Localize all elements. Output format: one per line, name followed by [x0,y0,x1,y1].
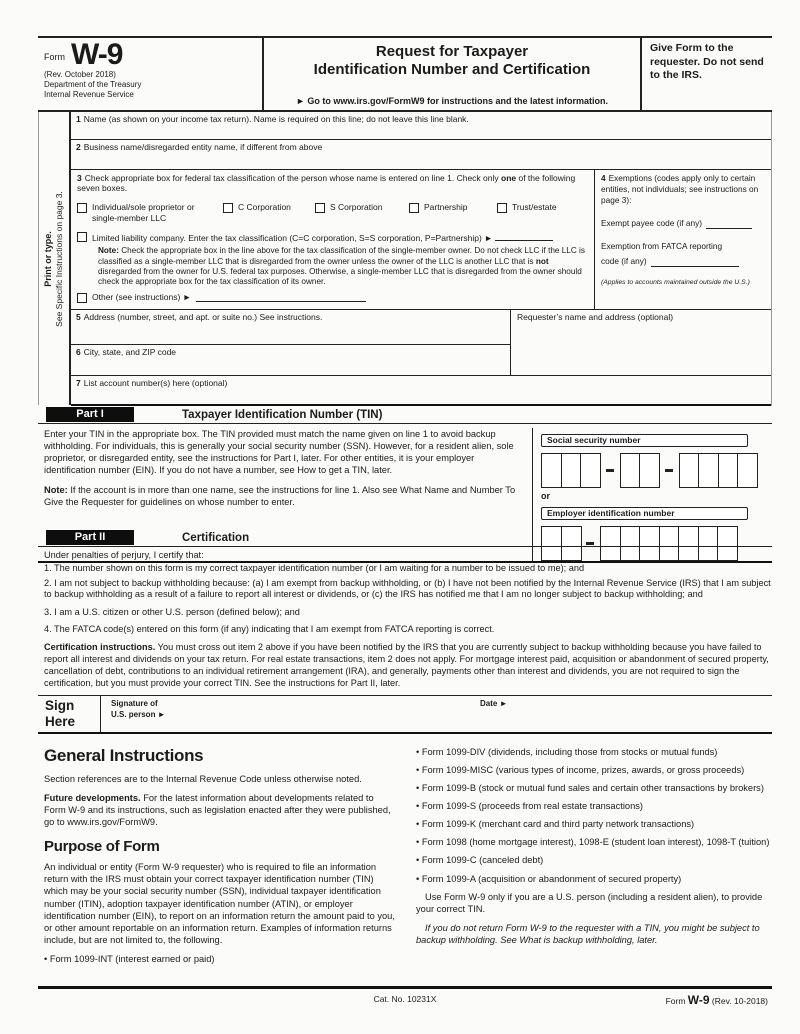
line6-city-row [71,345,510,375]
part2-chip: Part II [46,530,134,545]
line4-exemptions-area [595,170,771,309]
business-name-input[interactable] [76,155,766,167]
part1-bar [38,407,772,424]
bullet-1099-k: • Form 1099-K (merchant card and third party network transactions) [416,819,695,830]
llc-label: Limited liability company. Enter the tax classification (C=C corporation, S=S corporation, P=Partnership) ► [92,231,553,243]
s-corporation-label: S Corporation [330,202,383,212]
part2-title: Certification [182,531,250,544]
line1-name-row [71,112,771,140]
certification-item-3: 3. I am a U.S. citizen or other U.S. person (defined below); and [44,607,300,618]
form-id-block [38,38,264,110]
ssn-digit-9[interactable] [737,453,758,488]
other-label: Other (see instructions) ► [92,292,192,303]
form-footer [38,986,772,1007]
part1-title: Taxpayer Identification Number (TIN) [182,408,383,421]
line1-number: 1 [76,114,81,124]
line3-label-a: Check appropriate box for federal tax classification of the person whose name is entered on line 1. Check only [84,173,501,183]
signature-area[interactable] [100,696,480,732]
bullet-1099-b: • Form 1099-B (stock or mutual fund sales and certain other transactions by brokers) [416,783,764,794]
other-checkbox[interactable] [77,293,87,303]
ssn-digit-6[interactable] [679,453,700,488]
line2-business-name-row [71,140,771,170]
line6-number: 6 [76,347,81,357]
individual-checkbox[interactable] [77,203,87,213]
exempt-payee-input[interactable] [706,219,752,229]
purpose-of-form-title: Purpose of Form [44,838,160,856]
fatca-label-line2: code (if any) [601,255,647,266]
line3-label-one: one [501,173,517,183]
line2-number: 2 [76,142,81,152]
partnership-label: Partnership [424,202,468,212]
date-area[interactable] [480,696,507,732]
trust-estate-checkbox[interactable] [497,203,507,213]
give-form-note: Give Form to the requester. Do not send to the IRS. [650,42,764,82]
ssn-digit-4[interactable] [620,453,641,488]
general-instructions [44,746,772,971]
form-word: Form [44,52,65,62]
form-revision: (Rev. October 2018) [44,70,116,79]
instructions-right-column [416,746,772,971]
form-title-line2: Identification Number and Certification [313,61,591,78]
future-developments-paragraph: Future developments. For the latest information about developments related to Form W-9 and its instructions, such as legislation enacted after they were published, go to www.irs.gov/FormW9. [44,793,391,828]
section-references-paragraph: Section references are to the Internal Revenue Code unless otherwise noted. [44,774,362,784]
signature-label-line1: Signature of [111,699,158,709]
requester-area[interactable] [511,310,771,375]
fatca-note: (Applies to accounts maintained outside the U.S.) [601,278,750,286]
line5-6-rows [71,310,771,376]
bullet-1099-c: • Form 1099-C (canceled debt) [416,855,544,866]
department-line1: Department of the Treasury [44,80,142,89]
ssn-digit-7[interactable] [698,453,719,488]
ssn-digit-2[interactable] [561,453,582,488]
line7-account-row [71,376,771,406]
line1-label: Name (as shown on your income tax return). Name is required on this line; do not leave this line blank. [83,114,469,124]
ssn-digit-1[interactable] [541,453,562,488]
sign-here-row [38,695,772,734]
line4-number: 4 [601,173,606,183]
see-specific-instructions-label: See Specific Instructions on page 3. [54,190,65,327]
purpose-paragraph: An individual or entity (Form W-9 requester) who is required to file an information return with the IRS must obtain your correct taxpayer identification number (TIN) which may be your social security number (SSN), individual taxpayer identification number (ITIN), adoption taxpayer identification number (ATIN), or employer identification number (EIN), to report on an information return the amount paid to you, or other amount reportable on an information return. Examples of information returns include, but are not limited to, the following. [44,862,395,945]
bullet-1099-div: • Form 1099-DIV (dividends, including those from stocks or mutual funds) [416,747,718,757]
line7-label: List account number(s) here (optional) [83,378,228,388]
account-numbers-input[interactable] [76,390,766,402]
certification-item-1: 1. The number shown on this form is my correct taxpayer identification number (or I am waiting for a number to be issued to me); and [44,563,585,573]
individual-label: Individual/sole proprietor or single-member LLC [92,202,195,223]
exempt-payee-label: Exempt payee code (if any) [601,218,702,229]
print-or-type-label: Print or type. [43,230,54,287]
form-fields [71,112,772,406]
part1-chip: Part I [46,407,134,422]
no-return-paragraph: If you do not return Form W-9 to the requester with a TIN, you might be subject to backup withholding. See What is backup withholding, later. [416,922,760,945]
ssn-label: Social security number [541,434,748,447]
ssn-input-row [541,453,772,488]
certification-item-4: 4. The FATCA code(s) entered on this form (if any) indicating that I am exempt from FATCA reporting is correct. [44,623,495,634]
ein-label: Employer identification number [541,507,748,520]
part1-note: Note: If the account is in more than one name, see the instructions for line 1. Also see What Name and Number To Give the Requester for guidelines on whose number to enter. [44,485,516,508]
fatca-code-input[interactable] [651,257,739,267]
certification-item-2: 2. I am not subject to backup withholding because: (a) I am exempt from backup withholding, or (b) I have not been notified by the Internal Revenue Service (IRS) that I am subject to backup withholding as a result of a failure to report all interest or dividends, or (c) the IRS has notified me that I am no longer subject to backup withholding; and [44,577,771,600]
date-label: Date ► [480,699,508,709]
bullet-1099-a: • Form 1099-A (acquisition or abandonment of secured property) [416,873,682,884]
line7-number: 7 [76,378,81,388]
sign-here-label: Sign Here [45,698,76,729]
bullet-1099-misc: • Form 1099-MISC (various types of income, prizes, awards, or gross proceeds) [416,765,745,776]
bullet-1098: • Form 1098 (home mortgage interest), 1098-E (student loan interest), 1098-T (tuition) [416,837,770,848]
department-line2: Internal Revenue Service [44,90,134,99]
requester-label: Requester’s name and address (optional) [517,312,674,322]
ssn-digit-5[interactable] [639,453,660,488]
llc-note: Note: Check the appropriate box in the line above for the tax classification of the single-member owner. Do not check LLC if the LLC is classified as a single-member LLC that is disregarded from the owner unless the owner of the LLC is another LLC that is not disregarded from the owner for U.S. federal tax purposes. Otherwise, a single-member LLC that is disregarded from the owner should check the appropriate box for the tax classification of its owner. [98,246,585,287]
form-reference: Form W-9 (Rev. 10-2018) [665,993,768,1007]
partnership-checkbox[interactable] [409,203,419,213]
line5-address-row [71,310,510,345]
form-title-block [264,38,642,110]
part2-section [38,530,772,734]
or-label: or [541,491,550,501]
ssn-digit-8[interactable] [718,453,739,488]
signature-label-line2: U.S. person ► [111,709,166,719]
line3-label-b: of the following seven boxes. [77,173,576,193]
classification-area [71,170,595,309]
form-title-line1: Request for Taxpayer [375,43,529,60]
form-header [38,36,772,112]
fatca-label-line1: Exemption from FATCA reporting [601,241,723,252]
llc-checkbox[interactable] [77,232,87,242]
bullet-1099-int: • Form 1099-INT (interest earned or paid) [44,953,215,964]
print-or-type-strip [38,112,71,405]
line3-classification-row [71,170,771,310]
line4-label: Exemptions (codes apply only to certain entities, not individuals; see instructions on page 3): [601,173,759,205]
line3-number: 3 [77,173,82,183]
line2-label: Business name/disregarded entity name, if different from above [83,142,323,152]
s-corporation-checkbox[interactable] [315,203,325,213]
instructions-left-column [44,746,396,971]
name-input[interactable] [76,125,766,137]
line5-label: Address (number, street, and apt. or suite no.) See instructions. [83,312,323,322]
form-number: W-9 [71,38,123,71]
general-instructions-title: General Instructions [44,746,204,765]
other-input[interactable] [196,292,366,302]
bullet-1099-s: • Form 1099-S (proceeds from real estate transactions) [416,801,643,812]
line6-label: City, state, and ZIP code [83,347,177,357]
c-corporation-checkbox[interactable] [223,203,233,213]
llc-classification-input[interactable] [495,231,553,241]
ssn-digit-3[interactable] [580,453,601,488]
certification-instructions: Certification instructions. You must cross out item 2 above if you have been notified by the IRS that you are currently subject to backup withholding because you have failed to report all interest and dividends on your tax return. For real estate transactions, item 2 does not apply. For mortgage interest paid, acquisition or abandonment of secured property, cancellation of debt, contributions to an individual retirement arrangement (IRA), and generally, payments other than interest and dividends, you are not required to sign the certification, but you must provide your correct TIN. See the instructions for Part II, later. [44,642,769,688]
trust-estate-label: Trust/estate [512,202,557,212]
ssn-dash-1 [606,469,614,472]
part1-paragraph: Enter your TIN in the appropriate box. The TIN provided must match the name given on line 1 to avoid backup withholding. For individuals, this is generally your social security number (SSN). However, for a resident alien, sole proprietor, or disregarded entity, see the instructions for Part I, later. For other entities, it is your employer identification number (EIN). If you do not have a number, see How to get a TIN, later. [44,429,514,476]
certification-intro: Under penalties of perjury, I certify that: [44,550,204,560]
ssn-dash-2 [665,469,673,472]
catalog-number: Cat. No. 10231X [373,994,437,1004]
use-w9-paragraph: Use Form W-9 only if you are a U.S. person (including a resident alien), to provide your correct TIN. [416,891,763,914]
part2-bar [38,530,772,547]
goto-instructions-line: ► Go to www.irs.gov/FormW9 for instructions and the latest information. [295,96,609,106]
c-corporation-label: C Corporation [238,202,291,212]
line5-number: 5 [76,312,81,322]
